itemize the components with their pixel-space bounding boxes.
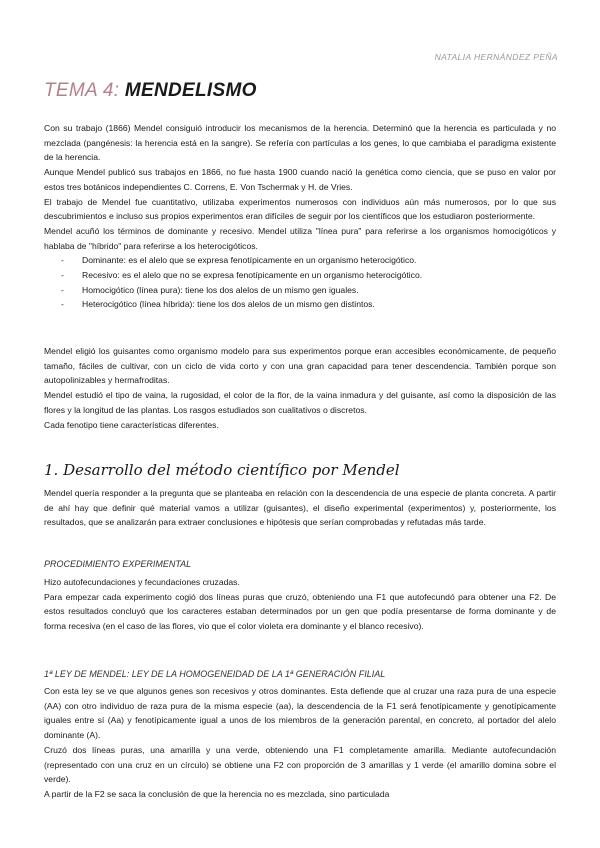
peas-paragraph: Mendel eligió los guisantes como organismo modelo para sus experimentos porque eran accesibles económicamente, de pequeño tamaño, fáciles de cultivar, con un ciclo de vida corto y con una gran capacidad para tener descendencia. También porque son autopolinizables y hermafroditas. bbox=[44, 346, 556, 386]
list-item: - Homocigótico (línea pura): tiene los dos alelos de un mismo gen iguales. bbox=[44, 283, 556, 298]
list-item: - Recesivo: es el alelo que no se expresa fenotípicamente en un organismo heterocigótico. bbox=[44, 268, 556, 283]
section1-body bbox=[44, 486, 556, 530]
section1-paragraph: Mendel quería responder a la pregunta que se planteaba en relación con la descendencia de una especie de planta concreta. A partir de ahí hay que definir qué material vamos a utilizar (guisantes), el diseño experimental (experimentos) y, posteriormente, los resultados, que se analizarán para extraer conclusiones e hipótesis que serían comprobadas y refutadas más tarde. bbox=[44, 488, 556, 528]
intro-paragraph: El trabajo de Mendel fue cuantitativo, utilizaba experimentos numerosos con individuos aún más numerosos, por lo que sus descubrimientos e incluso sus propios experimentos eran difíciles de seguir por los científicos que los estudiaron posteriormente. bbox=[44, 196, 556, 222]
intro-paragraph: Aunque Mendel publicó sus trabajos en 1866, no fue hasta 1900 cuando nació la genética como ciencia, que se puso en valor por estos tres botánicos independientes C. Correns, E. Von Tschermak y H. de Vries. bbox=[44, 167, 556, 192]
procedure-body bbox=[44, 575, 556, 634]
peas-paragraph: Mendel estudió el tipo de vaina, la rugosidad, el color de la flor, de la vaina inmadura y del guisante, así como la disposición de las flores y la longitud de las plantas. Los rasgos estudiados son cualitativos o discretos. bbox=[44, 390, 556, 415]
title-prefix: TEMA 4: bbox=[44, 80, 120, 101]
law1-body bbox=[44, 684, 556, 802]
author-header: NATALIA HERNÁNDEZ PEÑA bbox=[434, 52, 558, 62]
page-title bbox=[44, 80, 257, 102]
section-title: 1. Desarrollo del método científico por Mendel bbox=[44, 461, 400, 479]
title-main: MENDELISMO bbox=[124, 80, 257, 101]
procedure-paragraph: Para empezar cada experimento cogió dos líneas puras que cruzó, obteniendo una F1 que autofecundó para obtener una F2. De estos resultados concluyó que los caracteres estaban determinados por un gen que podía presentarse de forma dominante y de forma recesiva (en el caso de las flores, vio que el color violeta era dominante y el blanco recesivo). bbox=[44, 591, 556, 632]
law1-paragraph: Cruzó dos líneas puras, una amarilla y una verde, obteniendo una F1 completamente amarilla. Mediante autofecundación (representado con una cruz en un círculo) se obtiene una F2 con proporción de 3 amarillas y 1 verde (el amarillo domina sobre el verde). bbox=[44, 744, 556, 785]
intro-section bbox=[44, 121, 556, 312]
procedure-paragraph: Hizo autofecundaciones y fecundaciones cruzadas. bbox=[44, 577, 240, 587]
peas-paragraph: Cada fenotipo tiene características diferentes. bbox=[44, 419, 219, 430]
intro-paragraph: Mendel acuñó los términos de dominante y recesivo. Mendel utiliza "línea pura" para referirse a los organismos homocigóticos y hablaba de "híbrido" para referirse a los heterocigóticos. bbox=[44, 225, 556, 251]
peas-section bbox=[44, 344, 556, 432]
law1-heading: 1ª LEY DE MENDEL: LEY DE LA HOMOGENEIDAD DE LA 1ª GENERACIÓN FILIAL bbox=[44, 669, 386, 679]
list-item: - Heterocigótico (línea híbrida): tiene los dos alelos de un mismo gen distintos. bbox=[44, 297, 556, 312]
terms-list bbox=[44, 253, 556, 312]
intro-paragraph: Con su trabajo (1866) Mendel consiguió introducir los mecanismos de la herencia. Determinó que la herencia es particulada y no mezclada (pangénesis: la herencia está en la sangre). Se refería con partículas a los genes, lo que cambiaba el paradigma existente de la herencia. bbox=[44, 123, 556, 163]
law1-paragraph: Con esta ley se ve que algunos genes son recesivos y otros dominantes. Esta defiende que al cruzar una raza pura de una especie (AA) con otro individuo de raza pura de la misma especie (aa), la descendencia de la F1 será fenotípicamente y genotípicamente iguales entre sí (Aa) y fenotípicamente igual a unos de los miembros de la generación parental, en concreto, al portador del alelo dominante (A). bbox=[44, 686, 556, 741]
list-item: - Dominante: es el alelo que se expresa fenotípicamente en un organismo heterocigótico. bbox=[44, 253, 556, 268]
procedure-heading: PROCEDIMIENTO EXPERIMENTAL bbox=[44, 559, 192, 569]
law1-paragraph: A partir de la F2 se saca la conclusión de que la herencia no es mezclada, sino particulada bbox=[44, 788, 390, 799]
